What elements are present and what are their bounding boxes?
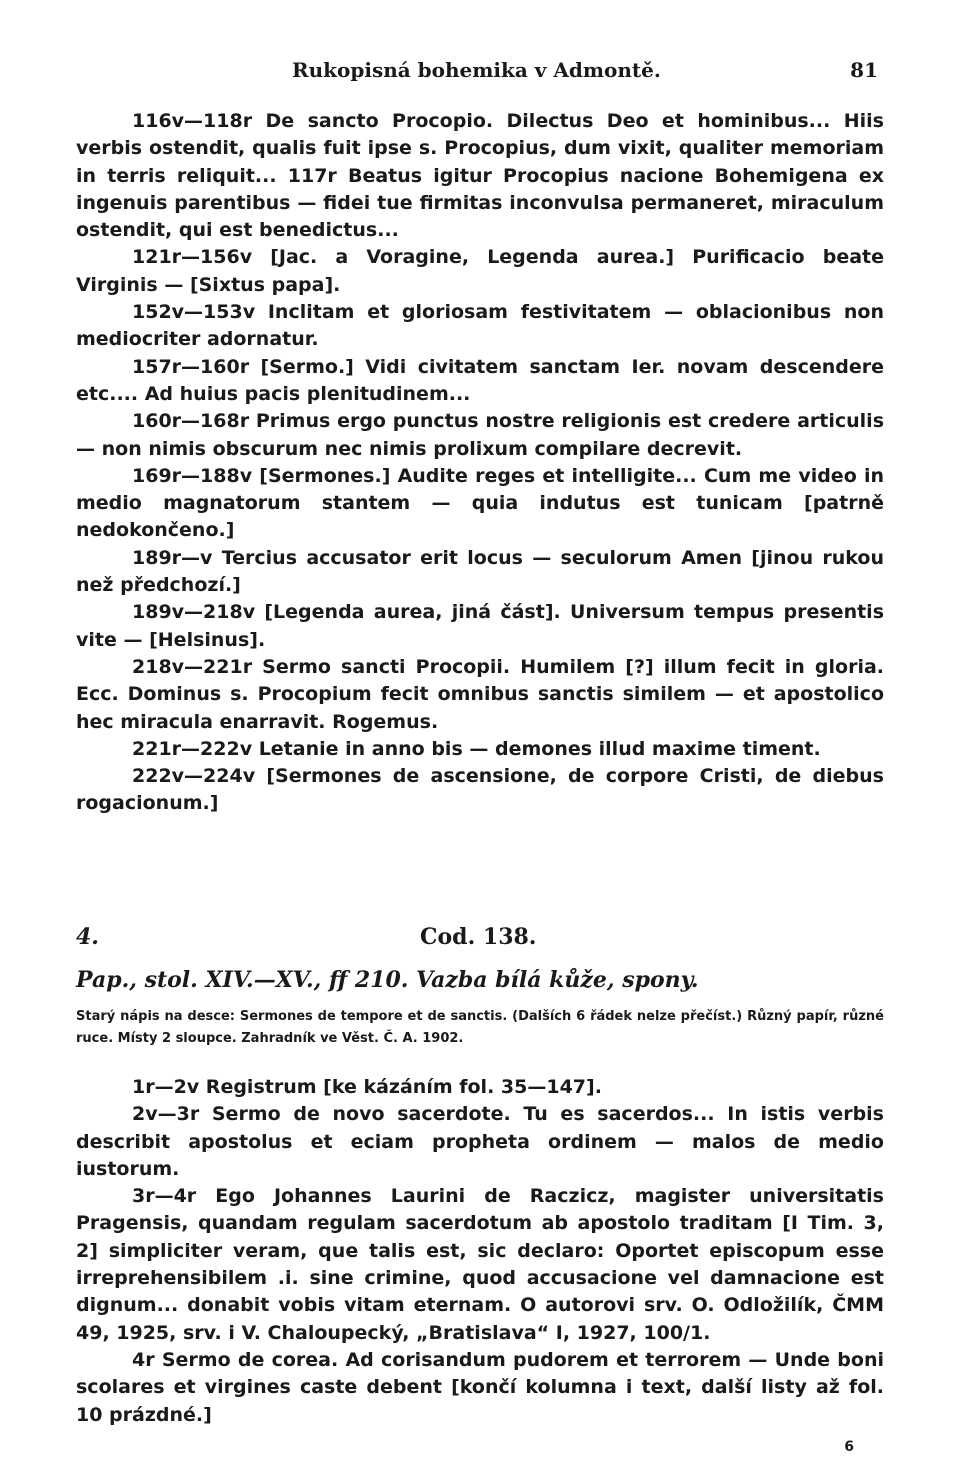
codex-title: Cod. 138. <box>420 924 537 950</box>
codex-number: 4. <box>76 924 99 950</box>
manuscript-entries-bottom <box>76 1074 884 1429</box>
entry-paragraph: 2v—3r Sermo de novo sacerdote. Tu es sacerdos... In istis verbis describit apostolus et eciam propheta ordinem — malos de medio iustorum. <box>76 1103 884 1180</box>
running-header <box>76 52 884 92</box>
entry-paragraph: 121r—156v [Jac. a Voragine, Legenda aurea.] Purificacio beate Virginis — [Sixtus papa]. <box>76 246 884 296</box>
entry-paragraph: 160r—168r Primus ergo punctus nostre religionis est credere articulis — non nimis obscurum nec nimis prolixum compilare decrevit. <box>76 410 884 460</box>
manuscript-entries-top <box>76 108 884 818</box>
signature-mark: 6 <box>844 1439 854 1455</box>
entry-paragraph: 218v—221r Sermo sancti Procopii. Humilem [?] illum fecit in gloria. Ecc. Dominus s. Procopium fecit omnibus sanctis similem — et apostolico hec miracula enarravit. Rogemus. <box>76 655 884 733</box>
entry-paragraph: 157r—160r [Sermo.] Vidi civitatem sanctam Ier. novam descendere etc.... Ad huius pacis plenitudinem... <box>76 355 884 405</box>
codex-heading <box>76 924 884 964</box>
entry-paragraph: 1r—2v Registrum [ke kázáním fol. 35—147]. <box>132 1076 602 1098</box>
book-page <box>76 52 884 1462</box>
entry-paragraph: 4r Sermo de corea. Ad corisandum pudorem et terrorem — Unde boni scolares et virgines caste debent [končí kolumna i text, další listy až fol. 10 prázdné.] <box>76 1348 884 1426</box>
entry-paragraph: 221r—222v Letanie in anno bis — demones illud maxime timent. <box>132 737 821 760</box>
entry-paragraph: 116v—118r De sancto Procopio. Dilectus Deo et hominibus... Hiis verbis ostendit, qualis fuit ipse s. Procopius, dum vixit, qualiter memoriam in terris reliquit... 117r Beatus igitur Procopius nacione Bohemigena ex ingenuis parentibus — fidei tue firmitas inconvulsa permaneret, miraculum ostendit, qui est benedictus... <box>76 110 884 242</box>
entry-paragraph: 152v—153v Inclitam et gloriosam festivitatem — oblacionibus non mediocriter adornatur. <box>76 301 884 351</box>
entry-paragraph: 189r—v Tercius accusator erit locus — seculorum Amen [jinou rukou než předchozí.] <box>76 546 884 597</box>
entry-paragraph: 3r—4r Ego Johannes Laurini de Raczicz, magister universitatis Pragensis, quandam regulam sacerdotum ab apostolo traditam [I Tim. 3, 2] simpliciter veram, que talis est, sic declaro: Oportet episcopum esse irreprehensibilem .i. sine crimine, quod accusacione vel damnacione est dignum... donabit vobis vitam eternam. O autorovi srv. O. Odložilík, ČMM 49, 1925, srv. i V. Chaloupecký, „Bratislava“ I, 1927, 100/1. <box>76 1185 884 1344</box>
physical-description: Pap., stol. XIV.—XV., ff 210. Vazba bílá kůže, spony. <box>76 967 699 993</box>
running-title: Rukopisná bohemika v Admontě. <box>292 58 661 82</box>
entry-paragraph: 169r—188v [Sermones.] Audite reges et intelligite... Cum me video in medio magnatorum stantem — quia indutus est tunicam [patrně nedokončeno.] <box>76 464 884 542</box>
entry-paragraph: 222v—224v [Sermones de ascensione, de corpore Cristi, de diebus rogacionum.] <box>76 765 884 815</box>
page-number: 81 <box>850 58 878 82</box>
codex-notes: Starý nápis na desce: Sermones de tempore et de sanctis. (Dalších 6 řádek nelze přečíst.) Různý papír, různé ruce. Místy 2 sloupce. Zahradník ve Věst. Č. A. 1902. <box>76 1009 884 1046</box>
entry-paragraph: 189v—218v [Legenda aurea, jiná část]. Universum tempus presentis vite — [Helsinus]. <box>76 601 884 651</box>
